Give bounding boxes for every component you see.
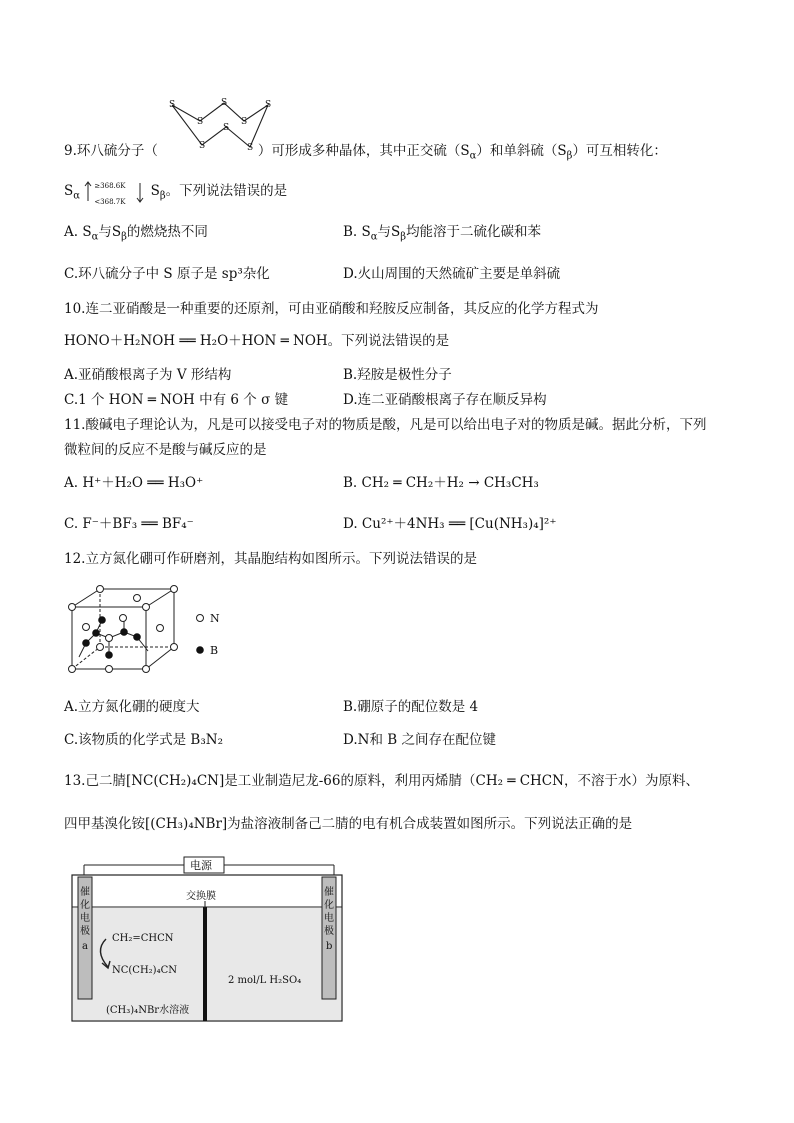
q12-stem: 12.立方氮化硼可作研磨剂，其晶胞结构如图所示。下列说法错误的是 <box>64 551 477 567</box>
q11-option-d[interactable]: D. Cu²⁺＋4NH₃ ══ [Cu(NH₃)₄]²⁺ <box>343 516 557 532</box>
svg-text:S: S <box>221 98 228 108</box>
q13-stem-line2: 四甲基溴化铵[(CH₃)₄NBr]为盐溶液制备己二腈的电有机合成装置如图所示。下列说法正确的是 <box>64 816 633 832</box>
q9-option-d[interactable]: D.火山周围的天然硫矿主要是单斜硫 <box>343 266 561 282</box>
q10-option-b[interactable]: B.羟胺是极性分子 <box>343 367 452 383</box>
power-source-label: 电源 <box>190 859 212 872</box>
svg-text:S: S <box>197 117 204 127</box>
q9-equilibrium: $S_\alpha$ ≥368.6K <368.7K $S_\beta$。下列说法错误的是 <box>64 181 288 206</box>
q11-option-b[interactable]: B. CH₂ ═ CH₂＋H₂ → CH₃CH₃ <box>343 475 539 491</box>
q12-option-c[interactable]: C.该物质的化学式是 B₃N₂ <box>64 732 223 748</box>
reactant-label: CH₂=CHCN <box>112 933 174 944</box>
q12-option-b[interactable]: B.硼原子的配位数是 4 <box>343 699 479 715</box>
q12-option-d[interactable]: D.N和 B 之间存在配位键 <box>343 732 496 748</box>
product-label: NC(CH₂)₄CN <box>112 965 177 976</box>
svg-text:S: S <box>199 141 206 151</box>
q11-stem-line1: 11.酸碱电子理论认为，凡是可以接受电子对的物质是酸，凡是可以给出电子对的物质是碱。据此分析，下列 <box>64 417 707 433</box>
q10-option-c[interactable]: C.1 个 HON ═ NOH 中有 6 个 σ 键 <box>64 392 289 408</box>
svg-text:S: S <box>265 100 272 110</box>
right-solution-label: 2 mol/L H₂SO₄ <box>228 975 302 986</box>
legend-n-label: N <box>210 612 220 625</box>
membrane-label: 交换膜 <box>186 891 216 902</box>
q11-stem-line2: 微粒间的反应不是酸与碱反应的是 <box>64 442 267 458</box>
svg-text:S: S <box>223 123 230 133</box>
q9-stem: 9.环八硫分子（ ）可形成多种晶体，其中正交硫$(S_\alpha)$和单斜硫$(S_\beta)$可互相转化： <box>64 143 667 162</box>
electrode-a-label: 催化电极 a <box>80 887 90 952</box>
boron-nitride-unit-cell <box>64 585 244 680</box>
q10-option-a[interactable]: A.亚硝酸根离子为 V 形结构 <box>64 367 232 383</box>
q11-option-a[interactable]: A. H⁺＋H₂O ══ H₃O⁺ <box>64 475 204 491</box>
svg-text:S: S <box>247 143 254 153</box>
q9-option-b[interactable]: B. $S_\alpha$与$S_\beta$均能溶于二硫化碳和苯 <box>343 224 542 243</box>
ring-atom-label: S <box>169 100 176 110</box>
q10-option-d[interactable]: D.连二亚硝酸根离子存在顺反异构 <box>343 392 547 408</box>
electrolysis-apparatus <box>68 855 348 1025</box>
q12-option-a[interactable]: A.立方氮化硼的硬度大 <box>64 699 200 715</box>
q10-stem: 10.连二亚硝酸是一种重要的还原剂，可由亚硝酸和羟胺反应制备，其反应的化学方程式为 <box>64 301 599 317</box>
electrode-b-label: 催化电极 b <box>324 887 334 952</box>
svg-text:S: S <box>241 117 248 127</box>
q10-equation: HONO＋H₂NOH ══ H₂O＋HON ═ NOH。下列说法错误的是 <box>64 333 450 349</box>
q11-option-c[interactable]: C. F⁻＋BF₃ ══ BF₄⁻ <box>64 516 194 532</box>
q9-option-a[interactable]: A. $S_\alpha$与$S_\beta$的燃烧热不同 <box>64 224 208 243</box>
q9-option-c[interactable]: C.环八硫分子中 S 原子是 sp³杂化 <box>64 266 270 282</box>
left-solution-label: (CH₃)₄NBr水溶液 <box>106 1005 190 1016</box>
q13-stem-line1: 13.己二腈[NC(CH₂)₄CN]是工业制造尼龙-66的原料，利用丙烯腈（CH₂ ═ CHCN，不溶于水）为原料、 <box>64 773 699 789</box>
legend-b-label: B <box>210 644 219 657</box>
